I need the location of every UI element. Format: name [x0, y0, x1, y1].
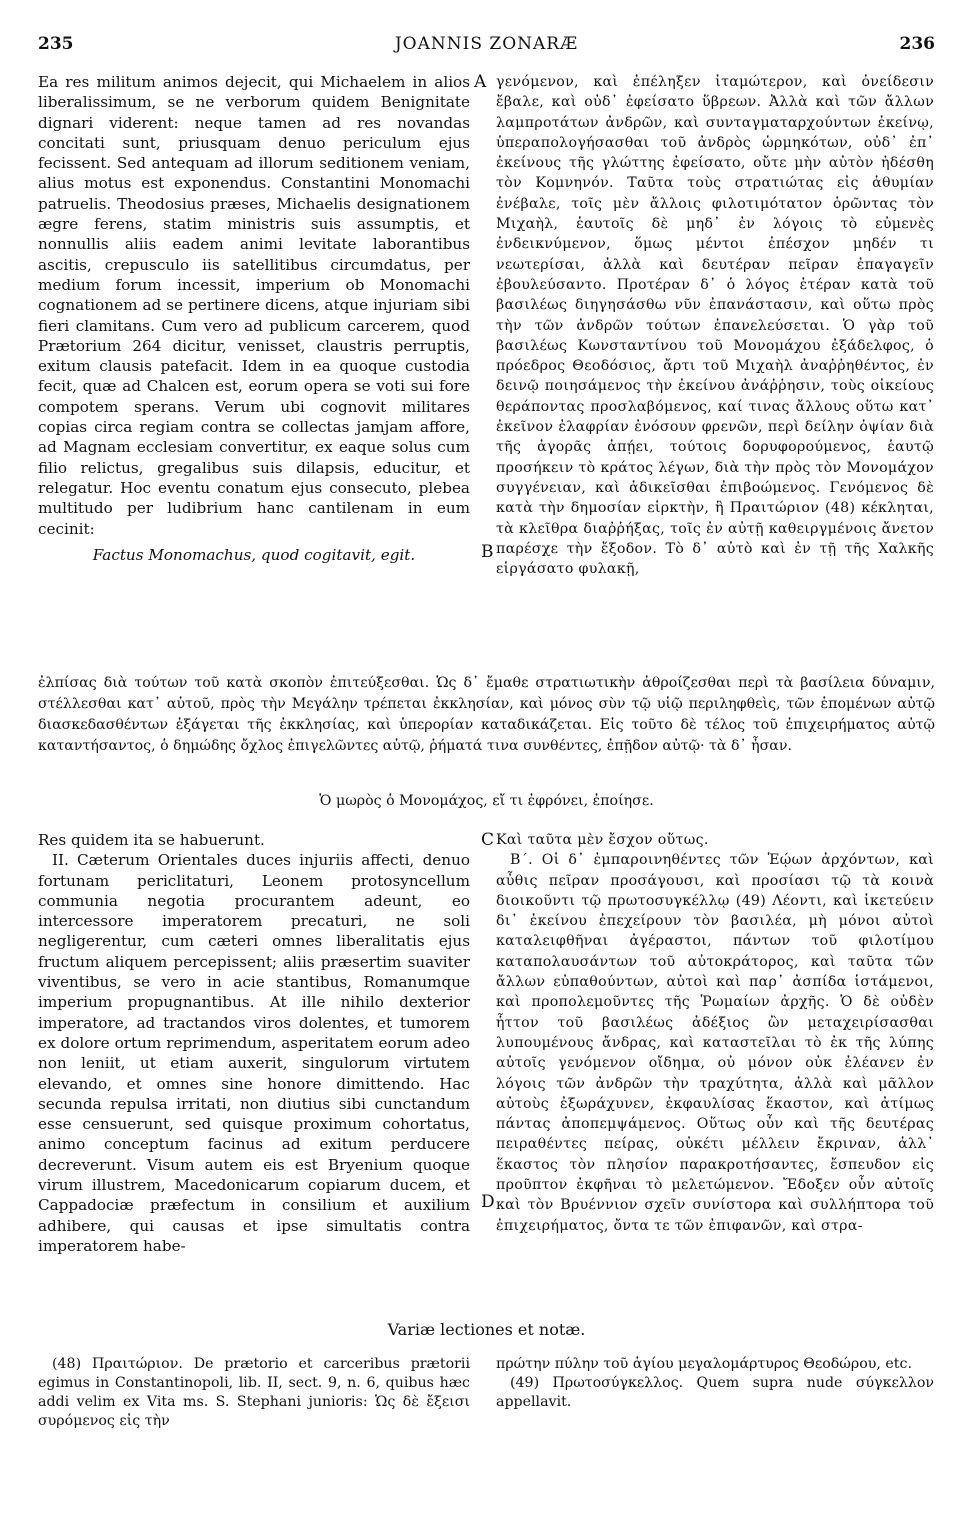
latin-column-bottom [38, 830, 470, 1256]
running-title: JOANNIS ZONARÆ [394, 34, 579, 54]
latin-paragraph-ii: II. Cæterum Orientales duces injuriis affecti, denuo fortunam periclitaturi, Leonem protosyncellum communia negotia procurantem adeunt, eo intercessore imperatorem precaturi, ne soli negligerentur, cum cæteri omnes liberalitatis ejus fructum aliquem percepissent; aliis præsertim suaviter viventibus, se vero in acie stantibus, Romanumque imperium propugnantibus. At ille nihilo dexterior imperatore, ad tractandos viros dolentes, et tumorem ex dolore ortum reprimendum, asperitatem eorum adeo non leniit, ut etiam auxerit, singulorum virtutem elevando, et omnes sine honore dimittendo. Hac secunda repulsa irritati, non diutius sibi cunctandum esse censuerunt, sed quisque proximum cohortatus, animo conceptum facinus ad exitum perducere decreverunt. Visum autem eis est Bryenium quoque virum illustrem, Macedonicarum copiarum ducem, et Cappadociæ præfectum in consilium et auxilium adhibere, qui causas et ipse simultatis contra imperatorem habe- [38, 851, 470, 1255]
notes-left-column [38, 1355, 470, 1431]
latin-line: Res quidem ita se habuerunt. [38, 831, 265, 849]
note-48-continued: πρώτην πύλην τοῦ ἁγίου μεγαλομάρτυρος Θεοδώρου, etc. [496, 1356, 912, 1372]
margin-letter-c: C [481, 830, 495, 850]
page-number-left: 235 [38, 34, 74, 54]
latin-column-top [38, 72, 470, 565]
notes-right-column [496, 1355, 934, 1412]
greek-verse: Ὁ μωρὸς ὁ Μονομάχος, εἴ τι ἐφρόνει, ἐποίησε. [319, 793, 654, 809]
notes-heading: Variæ lectiones et notæ. [387, 1320, 586, 1339]
margin-letter-a: A [474, 72, 487, 92]
running-header [38, 34, 935, 58]
greek-column-top [496, 72, 934, 579]
greek-paragraph: γενόμενον, καὶ ἐπέληξεν ἰταμώτερον, καὶ ὀνείδεσιν ἔβαλε, καὶ οὐδ᾿ ἐφείσατο ὕβρεων. Ἀλλὰ καὶ τῶν ἄλλων λαμπροτάτων ἀνδρῶν, καὶ συνταγματαρχούντων ἐκείνῳ, ὑπεραπολογήσασθαι τοῦ ἀνδρὸς ὡρμηκότων, οὐδ᾿ ἐπ᾿ ἐκείνους τῆς γλώττης ἐφείσατο, οὔτε μὴν αὐτὸν ἠδέσθη τὸν Κομνηνόν. Ταῦτα τοὺς στρατιώτας εἰς ἀθυμίαν ἐνέβαλε, τοῖς μὲν ἄλλοις φιλοτιμότατον ὁρῶντας τὸν Μιχαὴλ, ἑαυτοῖς δὲ μηδ᾿ ἐν λόγοις τὸ εὐμενὲς ἐνδεικνύμενον, ὅμως μέντοι ἐπέσχον μηδέν τι νεωτερίσαι, ἀλλὰ καὶ δευτέραν πεῖραν ἐπαγαγεῖν ἐβουλεύσαντο. Προτέραν δ᾿ ὁ λόγος ἑτέραν κατὰ τοῦ βασιλέως διηγησάσθω νῦν ἐπανάστασιν, καὶ οὕτω πρὸς τὴν τῶν ἀνδρῶν τούτων ἐπανελεύσεται. Ὁ γὰρ τοῦ βασιλέως Κωνσταντίνου τοῦ Μονομάχου ἐξάδελφος, ὁ πρόεδρος Θεοδόσιος, ἄρτι τοῦ Μιχαὴλ ἀναῤῥηθέντος, ἐν δεινῷ ποιησάμενος τὴν ἐκείνου ἀνάῤῥησιν, τοὺς οἰκείους θεράποντας προσλαβόμενος, καί τινας ἄλλους οὕτω κατ᾿ ἐκεῖνον ἐλαφρίαν ἐνόσουν φρενῶν, περὶ δείλην ὀψίαν διὰ τῆς ἀγορᾶς ἀπῄει, τούτοις δορυφορούμενος, ἑαυτῷ προσήκειν τὸ κράτος λέγων, διὰ τὴν πρὸς τὸν Μονομάχον συγγένειαν, καὶ ἀδικεῖσθαι ἐπιβοώμενος. Γενόμενος δὲ κατὰ τὴν δημοσίαν εἱρκτὴν, ἣ Πραιτώριον (48) κέκληται, τὰ κλεῖθρα διαῤῥήξας, τοῖς ἐν αὐτῇ καθειργμένοις ἄνετον παρέσχε τὴν ἔξοδον. Τὸ δ᾿ αὐτὸ καὶ ἐν τῇ τῆς Χαλκῆς εἱργάσατο φυλακῇ, [496, 74, 934, 578]
latin-verse: Factus Monomachus, quod cogitavit, egit. [92, 545, 416, 564]
latin-paragraph: Ea res militum animos dejecit, qui Michaelem in alios liberalissimum, se ne verborum quidem Benignitate dignari viderent: neque tamen ad res novandas concitati sunt, priusquam denuo periculum ejus fecissent. Sed antequam ad illorum seditionem veniam, alius motus est exponendus. Constantini Monomachi patruelis. Theodosius præses, Michaelis designationem ægre ferens, statim ministris suis assumptis, et nonnullis aliis eadem animi levitate laborantibus ascitis, crepusculo iis satellitibus circumdatus, per medium forum incessit, imperium ob Monomachi cognationem ad se pertinere dicens, atque injuriam sibi fieri clamitans. Cum vero ad publicum carcerem, quod Prætorium 264 dicitur, venisset, claustris perruptis, exitum clausis patefacit. Idem in ea quoque custodia fecit, quæ ad Chalcen est, eorum opera se voti sui fore compotem sperans. Verum ubi cognovit militares copias circa regiam contra se collectas jamjam affore, ad Magnam ecclesiam convertitur, ex eaque solus cum filio relictus, gregalibus suis dilapsis, educitur, et relegatur. Hoc eventu conatum ejus consecuto, plebea multitudo per ludibrium hanc cantilenam in eum cecinit: [38, 73, 470, 538]
page-number-right: 236 [899, 34, 935, 54]
greek-line: Καὶ ταῦτα μὲν ἔσχον οὕτως. [496, 832, 709, 848]
margin-letter-b: B [481, 542, 494, 562]
greek-full-width-text: ἐλπίσας διὰ τούτων τοῦ κατὰ σκοπὸν ἐπιτεύξεσθαι. Ὡς δ᾿ ἔμαθε στρατιωτικὴν ἀθροίζεσθαι περὶ τὰ βασίλεια δύναμιν, στέλλεσθαι κατ᾿ αὐτοῦ, πρὸς τὴν Μεγάλην τρέπεται ἐκκλησίαν, καὶ μόνος σὺν τῷ υἱῷ περιληφθεὶς, τῶν ἑπομένων αὐτῷ διασκεδασθέντων ἐξάγεται τῆς ἐκκλησίας, καὶ ὑπερορίαν καταδικάζεται. Εἰς τοῦτο δὲ τέλος τοῦ ἐπιχειρήματος αὐτῷ καταντήσαντος, ὁ δημώδης ὄχλος ἐπιγελῶντες αὐτῷ, ῥήματά τινα συνθέντες, ἐπῇδον αὐτῷ· τὰ δ᾿ ἦσαν. [38, 675, 935, 754]
margin-letter-d: D [481, 1192, 495, 1212]
greek-column-bottom [496, 830, 934, 1236]
note-49: (49) Πρωτοσύγκελλος. Quem supra nude σύγκελλον appellavit. [496, 1375, 934, 1410]
greek-paragraph-b: Β΄. Οἱ δ᾿ ἐμπαροινηθέντες τῶν Ἑῴων ἀρχόντων, καὶ αὖθις πεῖραν προσάγουσι, καὶ προσίασι τῷ τὰ κοινὰ διοικοῦντι τῷ πρωτοσυγκέλλῳ (49) Λέοντι, καὶ ἱκετεύειν δι᾿ ἐκείνου ἐπεχείρουν τὸν βασιλέα, μὴ μόνοι αὐτοὶ καταλειφθῆναι ἀγέραστοι, πάντων τοῦ φιλοτίμου καταπολαυσάντων τοῦ αὐτοκράτορος, καὶ ταῦτα τῶν ἄλλων εὐπαθούντων, αὐτοὶ καὶ παρ᾿ ἀσπίδα ἱστάμενοι, καὶ προπολεμοῦντες τῆς Ῥωμαίων ἀρχῆς. Ὁ δὲ οὐδὲν ἧττον τοῦ βασιλέως ἀδέξιος ὢν μεταχειρίσασθαι λυπουμένους ἄνδρας, καὶ καταστεῖλαι τὸ ἐκ τῆς λύπης αὐτοῖς γενόμενον οἴδημα, οὐ μόνον οὐκ ἐλέανεν ἐν λόγοις τῶν ἀνδρῶν τὴν τραχύτητα, ἀλλὰ καὶ μᾶλλον αὐτοὺς ἐξωράχυνεν, ἐκφαυλίσας ἕκαστον, καὶ ἀτίμως πάντας ἀποπεμψάμενος. Οὕτως οὖν καὶ τῆς δευτέρας πειραθέντες πείρας, οὐκέτι μέλλειν ἔκριναν, ἀλλ᾿ ἕκαστος τὸν πλησίον παρακροτήσαντες, ἔσπευδον εἰς προῦπτον ἐκφῆναι τὸ μελετώμενον. Ἔδοξεν οὖν αὐτοῖς καὶ τὸν Βρυέννιον σχεῖν συνίστορα καὶ συλλήπτορα τοῦ ἐπιχειρήματος, ὄντα τε τῶν ἐπιφανῶν, καὶ στρα- [496, 852, 934, 1234]
note-48: (48) Πραιτώριον. De prætorio et carceribus prætorii egimus in Constantinopoli, lib. II, sect. 9, n. 6, quibus hæc addi velim ex Vita ms. S. Stephani junioris: Ὡς δὲ ἔξεισι συρόμενος εἰς τὴν [38, 1356, 470, 1429]
